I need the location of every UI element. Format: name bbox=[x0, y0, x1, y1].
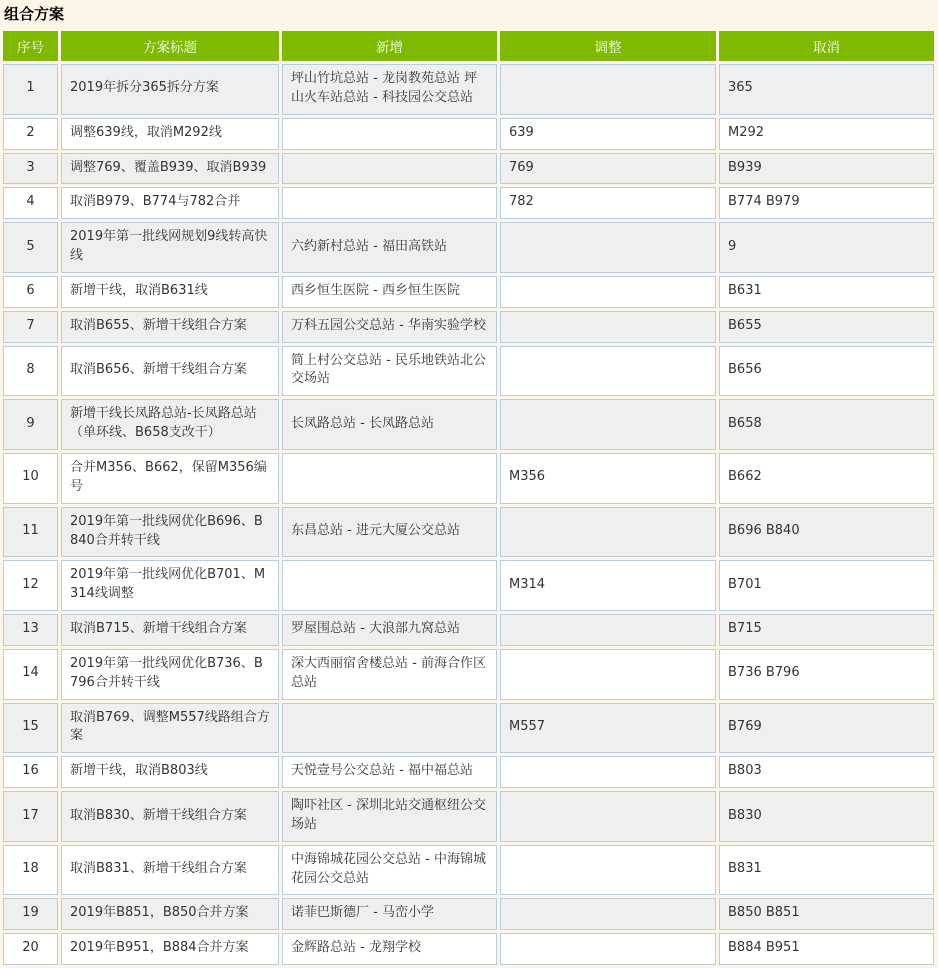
header-col-no: 序号 bbox=[3, 31, 58, 61]
cell-cancelled: B831 bbox=[719, 845, 934, 896]
cell-cancelled: B696 B840 bbox=[719, 507, 934, 558]
cell-new-routes: 陶吓社区 - 深圳北站交通枢纽公交场站 bbox=[282, 791, 497, 842]
cell-cancelled: B662 bbox=[719, 453, 934, 504]
cell-cancelled: B658 bbox=[719, 399, 934, 450]
cell-plan-title: 取消B769、调整M557线路组合方案 bbox=[61, 703, 279, 754]
cell-plan-title: 取消B655、新增干线组合方案 bbox=[61, 311, 279, 343]
cell-serial-number: 19 bbox=[3, 898, 58, 930]
cell-cancelled: B774 B979 bbox=[719, 187, 934, 219]
cell-adjusted bbox=[500, 756, 716, 788]
cell-serial-number: 9 bbox=[3, 399, 58, 450]
cell-new-routes: 诺菲巴斯德厂 - 马峦小学 bbox=[282, 898, 497, 930]
cell-plan-title: 调整639线，取消M292线 bbox=[61, 118, 279, 150]
table-row bbox=[3, 153, 934, 185]
cell-cancelled: B656 bbox=[719, 346, 934, 397]
cell-plan-title: 取消B979、B774与782合并 bbox=[61, 187, 279, 219]
table-row bbox=[3, 703, 934, 754]
cell-serial-number: 1 bbox=[3, 64, 58, 115]
cell-plan-title: 取消B831、新增干线组合方案 bbox=[61, 845, 279, 896]
cell-new-routes: 六约新村总站 - 福田高铁站 bbox=[282, 222, 497, 273]
cell-adjusted bbox=[500, 845, 716, 896]
table-row bbox=[3, 933, 934, 965]
cell-serial-number: 5 bbox=[3, 222, 58, 273]
cell-plan-title: 取消B715、新增干线组合方案 bbox=[61, 614, 279, 646]
cell-cancelled: B701 bbox=[719, 560, 934, 611]
cell-adjusted bbox=[500, 933, 716, 965]
cell-adjusted bbox=[500, 346, 716, 397]
cell-plan-title: 合并M356、B662，保留M356编号 bbox=[61, 453, 279, 504]
cell-serial-number: 10 bbox=[3, 453, 58, 504]
cell-plan-title: 2019年第一批线网优化B696、B840合并转干线 bbox=[61, 507, 279, 558]
cell-serial-number: 18 bbox=[3, 845, 58, 896]
cell-new-routes: 坪山竹坑总站 - 龙岗教苑总站 坪山火车站总站 - 科技园公交总站 bbox=[282, 64, 497, 115]
cell-new-routes: 西乡恒生医院 - 西乡恒生医院 bbox=[282, 276, 497, 308]
cell-plan-title: 新增干线，取消B631线 bbox=[61, 276, 279, 308]
table-row bbox=[3, 756, 934, 788]
cell-adjusted bbox=[500, 898, 716, 930]
table-row bbox=[3, 222, 934, 273]
cell-serial-number: 6 bbox=[3, 276, 58, 308]
cell-plan-title: 新增干线，取消B803线 bbox=[61, 756, 279, 788]
cell-serial-number: 4 bbox=[3, 187, 58, 219]
cell-cancelled: B803 bbox=[719, 756, 934, 788]
cell-cancelled: B830 bbox=[719, 791, 934, 842]
table-row bbox=[3, 453, 934, 504]
cell-serial-number: 16 bbox=[3, 756, 58, 788]
cell-new-routes: 天悦壹号公交总站 - 福中福总站 bbox=[282, 756, 497, 788]
cell-adjusted bbox=[500, 276, 716, 308]
cell-new-routes bbox=[282, 118, 497, 150]
table-row bbox=[3, 187, 934, 219]
cell-cancelled: B769 bbox=[719, 703, 934, 754]
cell-serial-number: 7 bbox=[3, 311, 58, 343]
table-row bbox=[3, 399, 934, 450]
cell-plan-title: 调整769、覆盖B939、取消B939 bbox=[61, 153, 279, 185]
header-col-title: 方案标题 bbox=[61, 31, 279, 61]
cell-new-routes bbox=[282, 560, 497, 611]
cell-plan-title: 2019年B851，B850合并方案 bbox=[61, 898, 279, 930]
cell-plan-title: 取消B830、新增干线组合方案 bbox=[61, 791, 279, 842]
table-row bbox=[3, 898, 934, 930]
cell-adjusted bbox=[500, 64, 716, 115]
cell-adjusted: M356 bbox=[500, 453, 716, 504]
cell-adjusted: M557 bbox=[500, 703, 716, 754]
cell-plan-title: 2019年第一批线网规划9线转高快线 bbox=[61, 222, 279, 273]
cell-plan-title: 2019年第一批线网优化B701、M314线调整 bbox=[61, 560, 279, 611]
table-row bbox=[3, 560, 934, 611]
plans-table bbox=[0, 28, 937, 968]
table-row bbox=[3, 791, 934, 842]
cell-new-routes bbox=[282, 703, 497, 754]
header-col-adjust: 调整 bbox=[500, 31, 716, 61]
cell-new-routes bbox=[282, 153, 497, 185]
cell-new-routes: 万科五园公交总站 - 华南实验学校 bbox=[282, 311, 497, 343]
cell-adjusted: M314 bbox=[500, 560, 716, 611]
header-col-cancel: 取消 bbox=[719, 31, 934, 61]
table-row bbox=[3, 614, 934, 646]
cell-cancelled: B736 B796 bbox=[719, 649, 934, 700]
cell-adjusted: 769 bbox=[500, 153, 716, 185]
table-row bbox=[3, 845, 934, 896]
cell-serial-number: 14 bbox=[3, 649, 58, 700]
cell-new-routes: 长凤路总站 - 长凤路总站 bbox=[282, 399, 497, 450]
cell-plan-title: 2019年B951，B884合并方案 bbox=[61, 933, 279, 965]
cell-new-routes: 金辉路总站 - 龙翔学校 bbox=[282, 933, 497, 965]
cell-plan-title: 2019年拆分365拆分方案 bbox=[61, 64, 279, 115]
cell-cancelled: B850 B851 bbox=[719, 898, 934, 930]
cell-adjusted: 639 bbox=[500, 118, 716, 150]
cell-adjusted bbox=[500, 614, 716, 646]
cell-cancelled: B631 bbox=[719, 276, 934, 308]
page-title: 组合方案 bbox=[4, 5, 65, 23]
cell-new-routes: 东昌总站 - 进元大厦公交总站 bbox=[282, 507, 497, 558]
cell-new-routes: 罗屋围总站 - 大浪部九窝总站 bbox=[282, 614, 497, 646]
cell-serial-number: 13 bbox=[3, 614, 58, 646]
table-body bbox=[3, 64, 934, 965]
cell-serial-number: 11 bbox=[3, 507, 58, 558]
cell-cancelled: 365 bbox=[719, 64, 934, 115]
table-row bbox=[3, 649, 934, 700]
table-row bbox=[3, 311, 934, 343]
cell-new-routes bbox=[282, 453, 497, 504]
cell-plan-title: 2019年第一批线网优化B736、B796合并转干线 bbox=[61, 649, 279, 700]
cell-cancelled: B939 bbox=[719, 153, 934, 185]
cell-serial-number: 2 bbox=[3, 118, 58, 150]
cell-adjusted bbox=[500, 399, 716, 450]
cell-adjusted bbox=[500, 222, 716, 273]
cell-new-routes: 简上村公交总站 - 民乐地铁站北公交场站 bbox=[282, 346, 497, 397]
cell-cancelled: B715 bbox=[719, 614, 934, 646]
cell-plan-title: 新增干线长凤路总站-长凤路总站（单环线、B658支改干） bbox=[61, 399, 279, 450]
table-row bbox=[3, 276, 934, 308]
header-row bbox=[3, 31, 934, 61]
table-row bbox=[3, 118, 934, 150]
cell-adjusted: 782 bbox=[500, 187, 716, 219]
cell-adjusted bbox=[500, 791, 716, 842]
table-row bbox=[3, 346, 934, 397]
table-row bbox=[3, 64, 934, 115]
cell-adjusted bbox=[500, 507, 716, 558]
cell-serial-number: 12 bbox=[3, 560, 58, 611]
cell-serial-number: 15 bbox=[3, 703, 58, 754]
cell-cancelled: B884 B951 bbox=[719, 933, 934, 965]
cell-adjusted bbox=[500, 311, 716, 343]
cell-serial-number: 8 bbox=[3, 346, 58, 397]
cell-cancelled: M292 bbox=[719, 118, 934, 150]
cell-serial-number: 20 bbox=[3, 933, 58, 965]
header-col-add: 新增 bbox=[282, 31, 497, 61]
cell-cancelled: 9 bbox=[719, 222, 934, 273]
cell-new-routes: 深大西丽宿舍楼总站 - 前海合作区总站 bbox=[282, 649, 497, 700]
cell-new-routes bbox=[282, 187, 497, 219]
table-header bbox=[3, 31, 934, 61]
cell-cancelled: B655 bbox=[719, 311, 934, 343]
cell-serial-number: 3 bbox=[3, 153, 58, 185]
cell-serial-number: 17 bbox=[3, 791, 58, 842]
table-row bbox=[3, 507, 934, 558]
cell-adjusted bbox=[500, 649, 716, 700]
cell-plan-title: 取消B656、新增干线组合方案 bbox=[61, 346, 279, 397]
cell-new-routes: 中海锦城花园公交总站 - 中海锦城花园公交总站 bbox=[282, 845, 497, 896]
